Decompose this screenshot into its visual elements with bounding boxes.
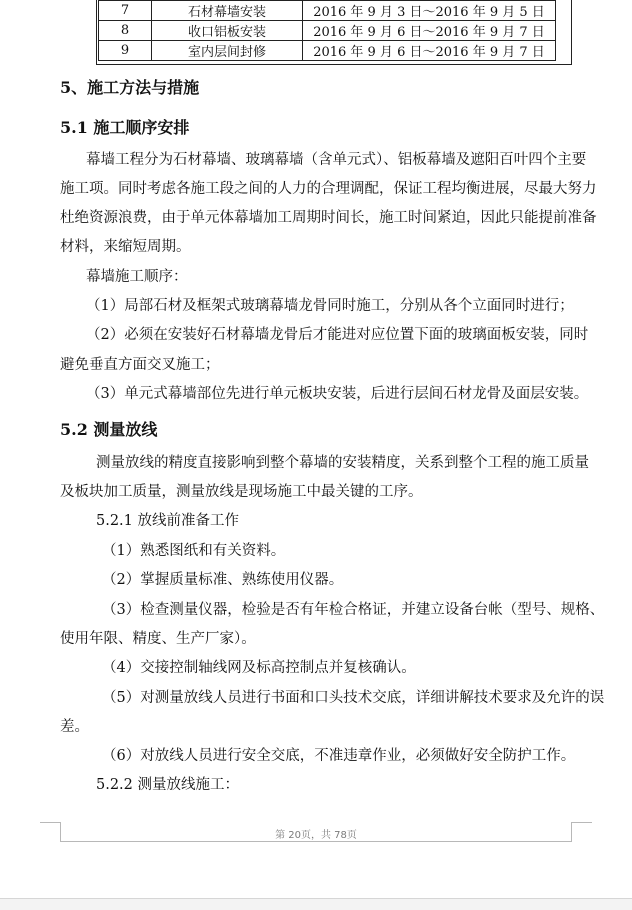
list-item: （6）对放线人员进行安全交底，不准违章作业，必须做好安全防护工作。	[102, 748, 576, 764]
subsection-5-2-2: 5.2.2 测量放线施工：	[96, 777, 240, 793]
list-item: （4）交接控制轴线网及标高控制点并复核确认。	[102, 660, 416, 676]
row-date: 2016 年 9 月 6 日～2016 年 9 月 7 日	[303, 41, 556, 61]
page-gap	[0, 898, 632, 910]
order-title: 幕墙施工顺序：	[86, 269, 188, 285]
paragraph-line: 材料，来缩短周期。	[60, 239, 191, 255]
row-date: 2016 年 9 月 3 日～2016 年 9 月 5 日	[303, 1, 556, 21]
paragraph-line: 幕墙工程分为石材幕墙、玻璃幕墙（含单元式）、铝板幕墙及遮阳百叶四个主要	[86, 152, 587, 168]
schedule-table	[98, 0, 556, 61]
paragraph-line: 测量放线的精度直接影响到整个幕墙的安装精度，关系到整个工程的施工质量	[96, 455, 589, 471]
table-row	[99, 41, 556, 61]
paragraph-line: 杜绝资源浪费，由于单元体幕墙加工周期时间长，施工时间紧迫，因此只能提前准备	[60, 210, 597, 226]
table-row	[99, 21, 556, 41]
row-item: 收口铝板安装	[152, 21, 303, 41]
list-item: （3）检查测量仪器，检验是否有年检合格证，并建立设备台帐（型号、规格、	[102, 602, 605, 618]
paragraph-line: 施工项。同时考虑各施工段之间的人力的合理调配，保证工程均衡进展，尽最大努力	[60, 181, 597, 197]
crop-mark	[572, 822, 592, 823]
crop-mark	[40, 822, 60, 823]
table-row	[99, 1, 556, 21]
list-item: 差。	[60, 719, 89, 735]
row-number: 9	[99, 41, 152, 61]
step-2-line: 避免垂直方面交叉施工；	[60, 357, 220, 373]
list-item: （2）掌握质量标准、熟练使用仪器。	[102, 572, 344, 588]
subsection-5-2-1: 5.2.1 放线前准备工作	[96, 513, 240, 529]
step-3: （3）单元式幕墙部位先进行单元板块安装，后进行层间石材龙骨及面层安装。	[86, 386, 589, 402]
step-1: （1）局部石材及框架式玻璃幕墙龙骨同时施工，分别从各个立面同时进行；	[86, 298, 574, 314]
paragraph-line: 及板块加工质量，测量放线是现场施工中最关键的工序。	[60, 484, 423, 500]
row-item: 石材幕墙安装	[152, 1, 303, 21]
section-5-heading: 5、施工方法与措施	[60, 78, 200, 97]
row-number: 7	[99, 1, 152, 21]
section-5-2-heading: 5.2 测量放线	[60, 420, 158, 439]
row-number: 8	[99, 21, 152, 41]
row-date: 2016 年 9 月 6 日～2016 年 9 月 7 日	[303, 21, 556, 41]
list-item: （5）对测量放线人员进行书面和口头技术交底，详细讲解技术要求及允许的误	[102, 690, 605, 706]
footer-rule	[60, 841, 572, 842]
step-2-line: （2）必须在安装好石材幕墙龙骨后才能进对应位置下面的玻璃面板安装，同时	[86, 327, 589, 343]
list-item: （1）熟悉图纸和有关资料。	[102, 543, 286, 559]
section-5-1-heading: 5.1 施工顺序安排	[60, 118, 190, 137]
page-number: 第 20页，共 78页	[275, 830, 357, 841]
list-item: 使用年限、精度、生产厂家）。	[60, 631, 256, 647]
row-item: 室内层间封修	[152, 41, 303, 61]
